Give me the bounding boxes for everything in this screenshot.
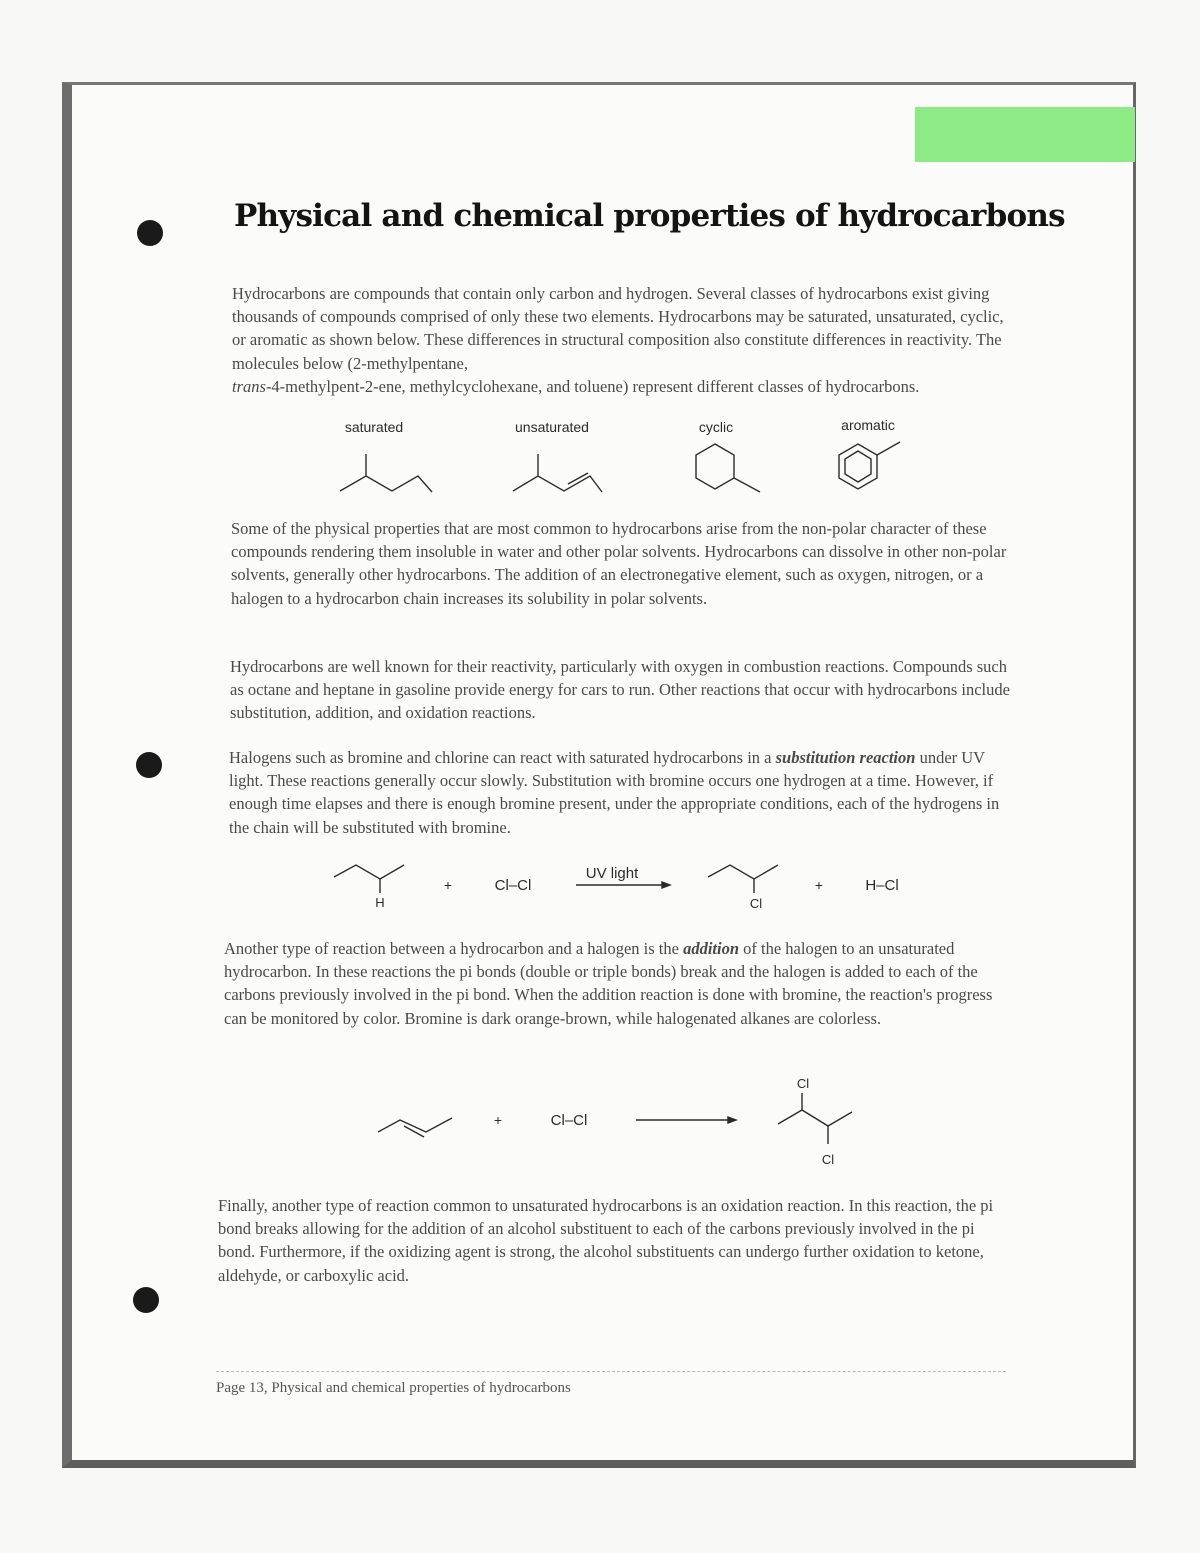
addition-emphasis: addition (683, 939, 740, 958)
reactant-propane (334, 865, 404, 893)
footer-divider (216, 1371, 1006, 1372)
label-unsaturated: unsaturated (515, 419, 589, 435)
plus-sign-1: + (443, 877, 453, 893)
reaction-arrow-1 (576, 882, 670, 888)
addition-plus-sign: + (493, 1112, 503, 1128)
molecule-toluene (839, 442, 900, 489)
intro-italic-trans: trans (232, 376, 266, 396)
reactant-butene (378, 1118, 452, 1137)
page-title: Physical and chemical properties of hydrocarbons (234, 198, 1065, 234)
molecule-methylcyclohexane (696, 444, 760, 492)
page-footer: Page 13, Physical and chemical properties of hydrocarbons (216, 1380, 571, 1396)
hydrocarbon-classes-figure (320, 412, 940, 502)
addition-paragraph (224, 937, 1010, 1030)
reactivity-paragraph: Hydrocarbons are well known for their reactivity, particularly with oxygen in combustion reactions. Compounds such as octane and heptane in gasoline provide energy for cars to run. Other reactions that occur with hydrocarbons include substitution, addition, and oxidation reactions. (230, 657, 1010, 723)
oxidation-paragraph: Finally, another type of reaction common to unsaturated hydrocarbons is an oxidation reaction. In this reaction, the pi bond breaks allowing for the addition of an alcohol substituent to each of the carbons previously involved in the pi bond. Furthermore, if the oxidizing agent is strong, the alcohol substituents can undergo further oxidation to ketone, aldehyde, or carboxylic acid. (218, 1196, 994, 1285)
molecule-4-methylpent-2-ene (513, 454, 602, 492)
reagent-chlorine: Cl–Cl (494, 877, 532, 894)
product-chlorine-top-label: Cl (796, 1076, 810, 1091)
product-chlorine-bottom-label: Cl (821, 1152, 835, 1167)
intro-text-a: Hydrocarbons are compounds that contain only carbon and hydrogen. Several classes of hydrocarbons exist giving thousands of compounds comprised of only these two elements. Hydrocarbons may be saturated, unsaturated, cyclic, or aromatic as shown below. These differences in structural composition also constitute differences in reactivity. The molecules below (2-methylpentane, (232, 284, 1004, 373)
condition-uv-light: UV light (585, 865, 639, 882)
product-dichlorobutane (778, 1093, 852, 1144)
label-saturated: saturated (344, 419, 404, 435)
substitution-reaction-scheme (320, 855, 920, 917)
byproduct-hcl: H–Cl (865, 877, 899, 894)
substitution-text-b: under UV light. These reactions generally occur slowly. Substitution with bromine occurs one hydrogen at a time. However, if enough time elapses and there is enough bromine present, under the appropriate conditions, each of the hydrogens in the chain will be substituted with bromine. (229, 748, 1000, 837)
physical-properties-paragraph: Some of the physical properties that are most common to hydrocarbons arise from the non-polar character of these compounds rendering them insoluble in water and other polar solvents. Hydrocarbons can dissolve in other non-polar solvents, generally other hydrocarbons. The addition of an electronegative element, such as oxygen, nitrogen, or a halogen to a hydrocarbon chain increases its solubility in polar solvents. (231, 519, 1007, 608)
label-cyclic: cyclic (698, 419, 734, 435)
binder-hole-top (137, 220, 163, 246)
binder-hole-middle (136, 752, 162, 778)
green-tab (915, 107, 1135, 162)
addition-text-a: Another type of reaction between a hydrocarbon and a halogen is the (224, 939, 679, 958)
reaction-arrow-2 (636, 1117, 736, 1123)
product-chloropropane (708, 865, 778, 893)
product-chlorine-label: Cl (749, 896, 763, 911)
label-aromatic: aromatic (841, 417, 895, 433)
reactant-hydrogen-label: H (375, 895, 385, 910)
addition-reagent-chlorine: Cl–Cl (550, 1112, 588, 1129)
plus-sign-2: + (814, 877, 824, 893)
substitution-text-a: Halogens such as bromine and chlorine can react with saturated hydrocarbons in a (229, 748, 772, 767)
molecule-2-methylpentane (340, 454, 432, 492)
substitution-paragraph (229, 746, 1009, 839)
binder-hole-bottom (133, 1287, 159, 1313)
intro-paragraph (232, 282, 1012, 398)
addition-text-b: of the halogen to an unsaturated hydrocarbon. In these reactions the pi bonds (double or triple bonds) break and the halogen is added to each of the carbons previously involved in the pi bond. When the addition reaction is done with bromine, the reaction's progress can be monitored by color. Bromine is dark orange-brown, while halogenated alkanes are colorless. (224, 939, 993, 1028)
addition-reaction-scheme (370, 1068, 870, 1168)
intro-text-b: -4-methylpent-2-ene, methylcyclohexane, and toluene) represent different classes of hydrocarbons. (265, 376, 920, 396)
substitution-emphasis: substitution reaction (775, 748, 916, 767)
